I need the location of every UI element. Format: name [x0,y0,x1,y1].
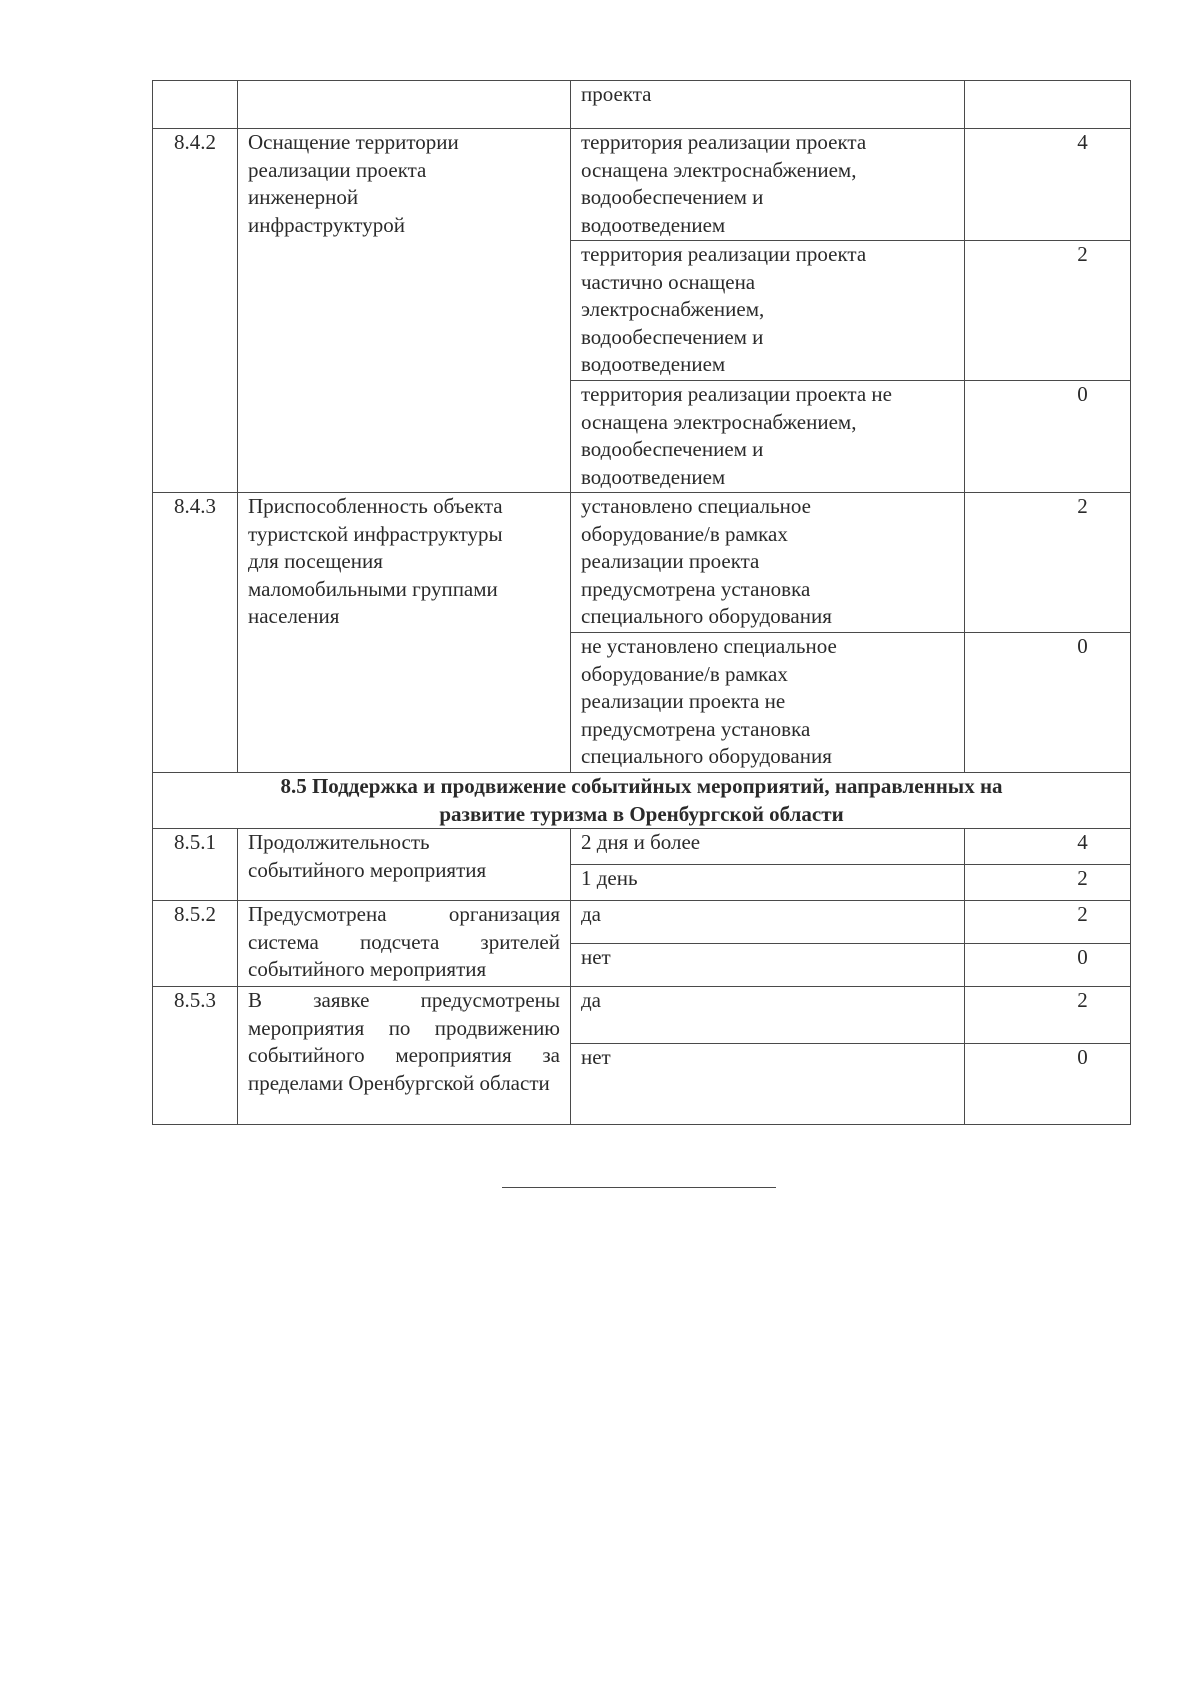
option-text-cell: территория реализации проекта частично оснащена электроснабжением, водообеспечением и водоотведением [571,241,965,381]
criterion-name-cell: Оснащение территории реализации проекта инженерной инфраструктурой [238,129,571,493]
table-row [153,81,1131,129]
criterion-name-cell: Приспособленность объекта туристской инфраструктуры для посещения маломобильными группами населения [238,493,571,773]
score-cell: 0 [965,381,1131,493]
score-cell: 2 [965,901,1131,944]
option-text-cell: 2 дня и более [571,829,965,865]
end-of-document-rule [502,1187,776,1188]
option-text-cell: 1 день [571,865,965,901]
row-number-cell: 8.4.2 [153,129,238,493]
option-text-cell: территория реализации проекта оснащена электроснабжением, водообеспечением и водоотведением [571,129,965,241]
row-number-cell: 8.5.2 [153,901,238,987]
section-header-row [153,773,1131,829]
score-cell: 2 [965,865,1131,901]
table-row [153,987,1131,1044]
option-text-cell: территория реализации проекта не оснащена электроснабжением, водообеспечением и водоотведением [571,381,965,493]
section-title: 8.5 Поддержка и продвижение событийных мероприятий, направленных на развитие туризма в Оренбургской области [153,773,1131,829]
option-text-cell: установлено специальное оборудование/в рамках реализации проекта предусмотрена установка специального оборудования [571,493,965,633]
table-row [153,129,1131,241]
score-cell: 0 [965,944,1131,987]
row-number-cell: 8.5.3 [153,987,238,1125]
option-text-cell: нет [571,1044,965,1125]
criterion-name-cell: Предусмотрена организация система подсчета зрителей событийного мероприятия [238,901,571,987]
score-cell: 4 [965,829,1131,865]
criterion-name-cell [238,81,571,129]
score-cell: 0 [965,633,1131,773]
criteria-table [152,80,1131,1125]
criterion-name-cell: В заявке предусмотрены мероприятия по продвижению событийного мероприятия за пределами Оренбургской области [238,987,571,1125]
option-text-cell: да [571,987,965,1044]
score-cell: 4 [965,129,1131,241]
option-text-cell: да [571,901,965,944]
row-number-cell: 8.4.3 [153,493,238,773]
table-row [153,901,1131,944]
row-number-cell [153,81,238,129]
option-text-cell: проекта [571,81,965,129]
table-row [153,829,1131,865]
score-cell: 2 [965,241,1131,381]
score-cell [965,81,1131,129]
score-cell: 2 [965,987,1131,1044]
score-cell: 2 [965,493,1131,633]
option-text-cell: не установлено специальное оборудование/в рамках реализации проекта не предусмотрена установка специального оборудования [571,633,965,773]
option-text-cell: нет [571,944,965,987]
table-row [153,493,1131,633]
row-number-cell: 8.5.1 [153,829,238,901]
criterion-name-cell: Продолжительность событийного мероприятия [238,829,571,901]
score-cell: 0 [965,1044,1131,1125]
